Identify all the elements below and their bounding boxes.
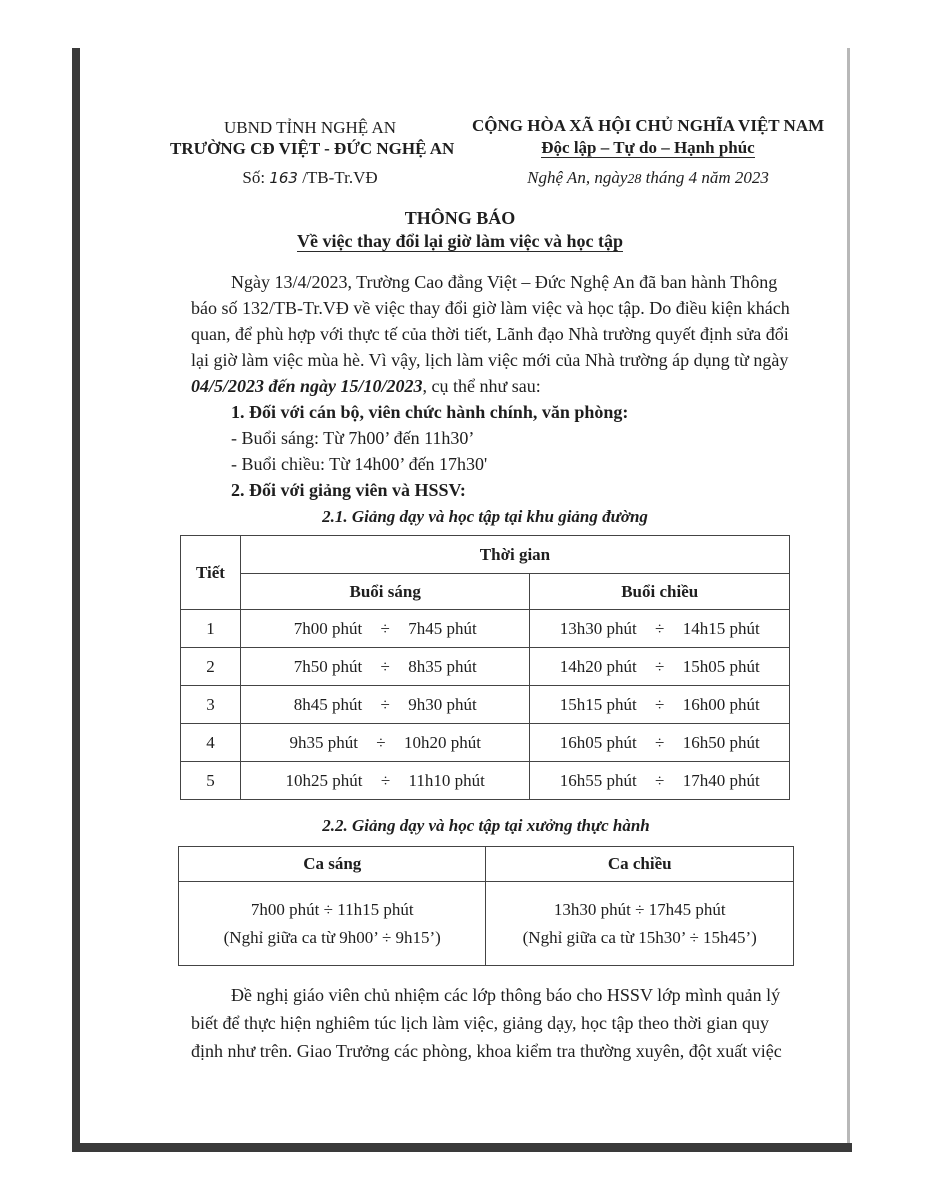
closing-paragraph [191,981,791,1065]
period-cell: 5 [181,762,241,800]
section-1-heading: 1. Đối với cán bộ, viên chức hành chính, văn phòng: [231,402,629,422]
intro-line: lại giờ làm việc mùa hè. Vì vậy, lịch làm việc mới của Nhà trường áp dụng từ ngày [191,350,789,370]
document-date: Nghệ An, ngày28 tháng 4 năm 2023 [527,168,769,187]
closing-line: định như trên. Giao Trưởng các phòng, khoa kiểm tra thường xuyên, đột xuất việc [191,1041,782,1061]
morning-cell: 7h50 phút ÷ 8h35 phút [240,648,530,686]
period-cell: 2 [181,648,241,686]
effective-dates: 04/5/2023 đến ngày 15/10/2023 [191,376,423,396]
intro-line: quan, để phù hợp với thực tế của thời tiết, Lãnh đạo Nhà trường quyết định sửa đổi [191,324,789,344]
authority-name: UBND TỈNH NGHỆ AN [223,118,397,137]
section-1-morning: - Buổi sáng: Từ 7h00’ đến 11h30’ [231,428,475,448]
lecture-schedule-table [180,535,790,800]
handwritten-number: 163 [269,169,298,187]
morning-cell: 7h00 phút ÷ 7h45 phút [240,610,530,648]
afternoon-cell: 16h05 phút ÷ 16h50 phút [530,724,790,762]
document-subtitle: Về việc thay đổi lại giờ làm việc và học tập [297,231,623,251]
morning-cell: 10h25 phút ÷ 11h10 phút [240,762,530,800]
morning-shift-break: (Nghỉ giữa ca từ 9h00’ ÷ 9h15’) [223,927,441,947]
document-subtitle-wrap [160,231,760,252]
header-period: Tiết [181,536,241,610]
header-left [170,118,455,188]
header-morning-shift: Ca sáng [179,847,486,882]
school-name: TRƯỜNG CĐ VIỆT - ĐỨC NGHỆ AN [170,139,455,158]
afternoon-shift-time: 13h30 phút ÷ 17h45 phút [553,899,726,919]
scan-edge-left [72,48,80,1152]
afternoon-cell: 15h15 phút ÷ 16h00 phút [530,686,790,724]
national-motto: Độc lập – Tự do – Hạnh phúc [541,138,755,157]
morning-shift-time: 7h00 phút ÷ 11h15 phút [250,899,414,919]
period-cell: 3 [181,686,241,724]
header-right [472,116,824,188]
morning-cell: 9h35 phút ÷ 10h20 phút [240,724,530,762]
handwritten-day: 28 [627,172,642,187]
workshop-schedule-table [178,846,794,966]
intro-line: Ngày 13/4/2023, Trường Cao đẳng Việt – Đức Nghệ An đã ban hành Thông [231,272,778,292]
section-2-heading: 2. Đối với giảng viên và HSSV: [231,480,466,500]
document-number: Số: 163 /TB-Tr.VĐ [242,168,378,187]
national-title: CỘNG HÒA XÃ HỘI CHỦ NGHĨA VIỆT NAM [472,116,825,135]
scan-edge-bottom [72,1143,852,1152]
period-cell: 1 [181,610,241,648]
intro-paragraph [191,269,791,399]
table-2-caption: 2.2. Giảng dạy và học tập tại xưởng thực hành [322,816,650,835]
closing-line: biết để thực hiện nghiêm túc lịch làm việc, giảng dạy, học tập theo thời gian quy [191,1013,769,1033]
table-row [181,762,790,800]
period-cell: 4 [181,724,241,762]
section-1 [231,399,628,503]
table-1-caption: 2.1. Giảng dạy và học tập tại khu giảng đường [322,507,648,526]
afternoon-cell: 16h55 phút ÷ 17h40 phút [530,762,790,800]
intro-line: 04/5/2023 đến ngày 15/10/2023, cụ thể như sau: [191,376,541,396]
afternoon-cell: 13h30 phút ÷ 14h15 phút [530,610,790,648]
closing-line: Đề nghị giáo viên chủ nhiệm các lớp thông báo cho HSSV lớp mình quản lý [231,985,781,1005]
afternoon-cell: 14h20 phút ÷ 15h05 phút [530,648,790,686]
table-row [181,648,790,686]
header-time: Thời gian [240,536,789,574]
afternoon-shift-cell [486,882,794,966]
header-morning: Buổi sáng [240,574,530,610]
section-1-afternoon: - Buổi chiều: Từ 14h00’ đến 17h30' [231,454,488,474]
header-afternoon-shift: Ca chiều [486,847,794,882]
document-title: THÔNG BÁO [404,208,516,228]
table-row [179,882,794,966]
table-row [181,724,790,762]
morning-shift-cell [179,882,486,966]
afternoon-shift-break: (Nghỉ giữa ca từ 15h30’ ÷ 15h45’) [522,927,757,947]
morning-cell: 8h45 phút ÷ 9h30 phút [240,686,530,724]
intro-line: báo số 132/TB-Tr.VĐ về việc thay đổi giờ làm việc và học tập. Do điều kiện khách [191,298,790,318]
table-row [181,610,790,648]
table-row [181,686,790,724]
scan-edge-right [847,48,850,1148]
header-afternoon: Buổi chiều [530,574,790,610]
